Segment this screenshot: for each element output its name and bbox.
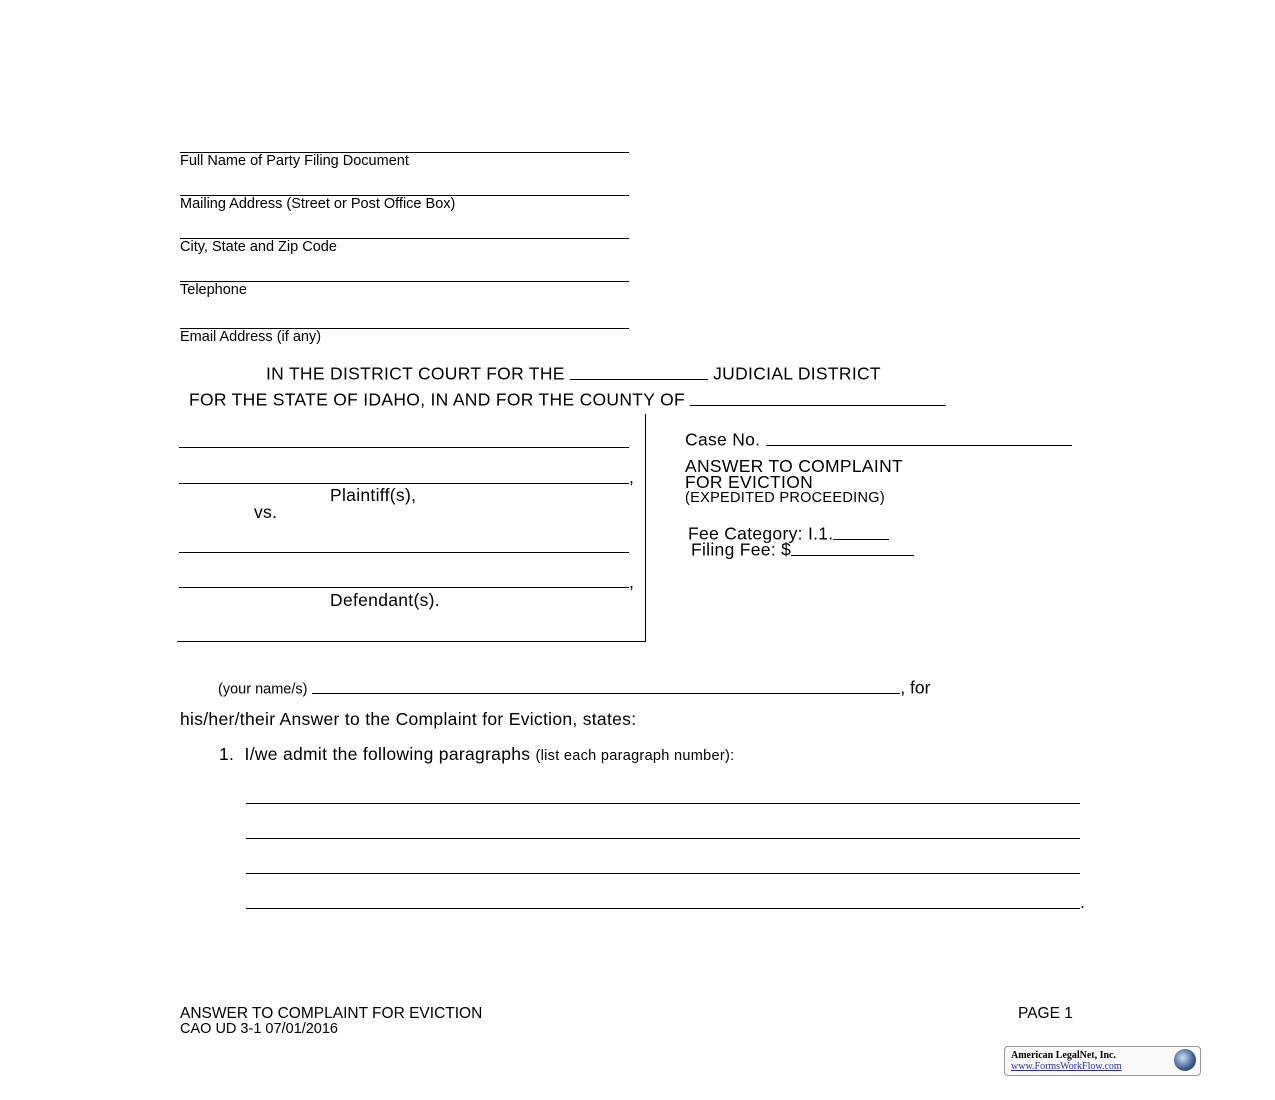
filing-fee-row [691,537,914,561]
your-names-row [218,675,930,699]
defendant-line-2[interactable] [179,587,629,588]
defendant-label: Defendant(s). [330,590,440,610]
title-line-3: (EXPEDITED PROCEEDING) [685,490,885,506]
american-legalnet-logo[interactable] [1004,1046,1201,1076]
document-title [685,458,903,506]
admit-line-4[interactable] [246,908,1080,909]
plaintiff-line-1[interactable] [179,447,629,448]
city-state-zip-label: City, State and Zip Code [180,239,337,255]
item-note: (list each paragraph number): [535,748,735,764]
for-text: , for [900,677,931,698]
states-text: his/her/their Answer to the Complaint for Eviction, states: [180,709,637,729]
state-county-text: FOR THE STATE OF IDAHO, IN AND FOR THE COUNTY OF [189,389,686,410]
caption-bottom-rule [177,641,646,642]
your-names-blank[interactable] [312,675,900,694]
judicial-district-blank[interactable] [570,361,708,380]
caption-divider [645,414,646,642]
globe-icon [1174,1049,1196,1071]
mailing-address-label: Mailing Address (Street or Post Office Box) [180,196,456,212]
filing-fee-blank[interactable] [791,537,914,556]
item-text: I/we admit the following paragraphs [244,744,531,764]
admit-line-3[interactable] [246,873,1080,874]
admit-line-1[interactable] [246,803,1080,804]
judicial-district-text: JUDICIAL DISTRICT [713,363,881,384]
logo-name: American LegalNet, Inc. [1011,1050,1116,1061]
title-line-1: ANSWER TO COMPLAINT [685,456,903,476]
footer-code: CAO UD 3-1 07/01/2016 [180,1021,338,1037]
court-heading-line2 [189,387,946,411]
logo-url[interactable]: www.FormsWorkFlow.com [1011,1061,1122,1072]
telephone-line[interactable] [180,281,629,282]
admit-line-2[interactable] [246,838,1080,839]
period: . [1080,892,1086,912]
case-no-label: Case No. [685,429,761,450]
court-heading-line1 [266,361,881,385]
defendant-line-1[interactable] [179,552,629,553]
your-names-label: (your name/s) [218,681,308,698]
case-number-row [685,427,1072,451]
full-name-label: Full Name of Party Filing Document [180,153,409,169]
comma: , [629,572,635,592]
filing-fee-label: Filing Fee: $ [691,539,792,560]
footer-title: ANSWER TO COMPLAINT FOR EVICTION [180,1005,483,1022]
title-line-2: FOR EVICTION [685,472,814,492]
email-label: Email Address (if any) [180,329,322,345]
county-blank[interactable] [690,387,946,406]
item-number: 1. [219,744,235,764]
court-text: IN THE DISTRICT COURT FOR THE [266,363,565,384]
page-number: PAGE 1 [1018,1005,1073,1022]
case-number-blank[interactable] [766,427,1072,446]
vs-label: vs. [254,502,278,522]
comma: , [629,467,635,487]
plaintiff-label: Plaintiff(s), [330,485,417,505]
telephone-label: Telephone [180,282,247,298]
fee-category-label: Fee Category: I.1. [688,523,834,544]
item-1 [219,744,734,765]
plaintiff-line-2[interactable] [179,483,629,484]
